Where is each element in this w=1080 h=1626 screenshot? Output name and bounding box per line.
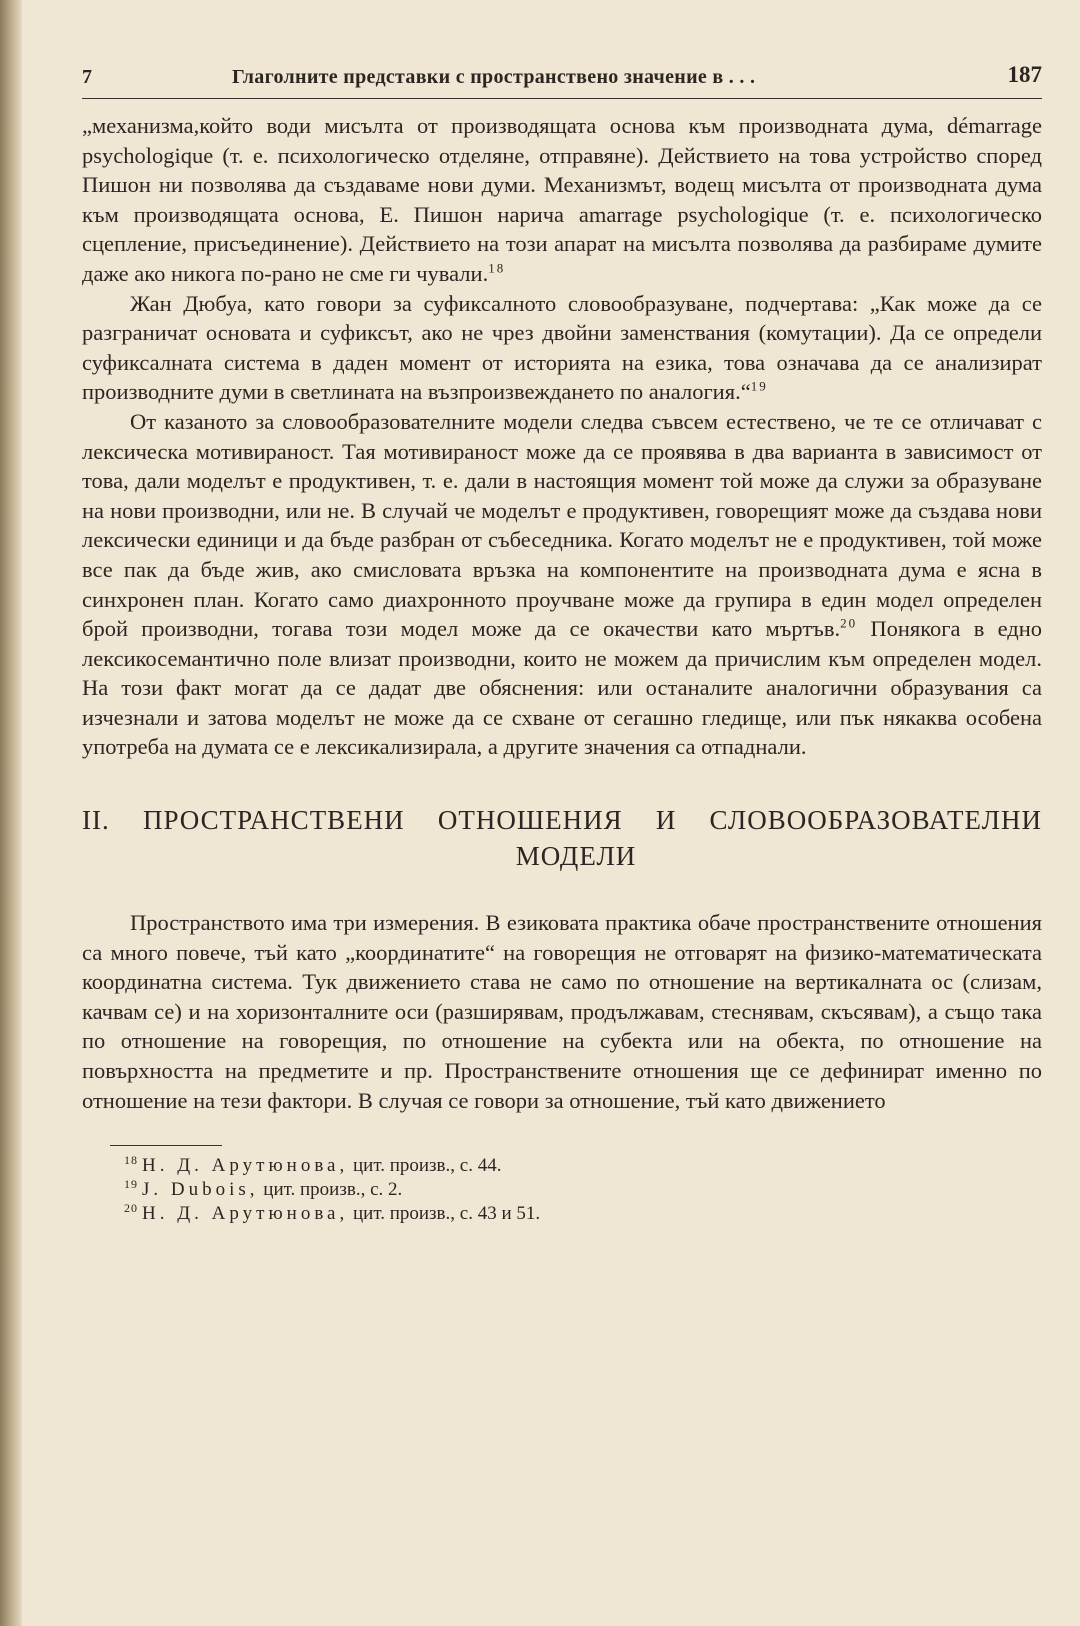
paragraph: От казаното за словообразователните модели следва съвсем естествено, че те се отличават с лексическа мотивираност. Тая мотивираност може да се проявява в два варианта в зависимост от това, дали моделът е продуктивен, т. е. дали в настоящия момент той може да служи за образуване на нови производни, или не. В случай че моделът е продуктивен, говорещият може да създава нови лексически единици и да бъде разбран от събеседника. Когато моделът не е продуктивен, той може все пак да бъде жив, ако смисловата връзка на компонентите на производната дума е ясна в синхронен план. Когато само диахронното проучване може да групира в един модел определен брой производни, тогава този модел може да се окачестви като мъртъв.$^{20}$ Понякога в едно лексикосемантично поле влизат производни, които не можем да причислим към определен модел. На този факт могат да се дадат две обяснения: или останалите аналогични образувания са изчезнали и затова моделът не може да се схване от сегашно гледище, или пък някаква особена употреба на думата се е лексикализирала, а другите значения са отпаднали. — [82, 408, 1042, 760]
footnote-divider — [110, 1145, 222, 1146]
footnote: $^{18}$ Н. Д. Арутюнова, цит. произв., с. 44. — [124, 1152, 502, 1177]
footnote: $^{20}$ Н. Д. Арутюнова, цит. произв., с. 43 и 51. — [124, 1200, 541, 1225]
footnote: $^{19}$ J. Dubois, цит. произв., с. 2. — [124, 1176, 403, 1201]
section-heading-line2: МОДЕЛИ — [515, 841, 637, 872]
running-head — [82, 58, 1042, 99]
footnote-ref: 19 — [750, 378, 768, 394]
footnotes — [124, 1154, 1042, 1226]
paragraph: Жан Дюбуа, като говори за суфиксалното словообразуване, подчертава: „Как може да се разграничат основата и суфиксът, ако не чрез двойни заменствания (комутации). Да се определи суфиксалната система в даден момент от историята на езика, това означава да се анализират производните думи в светлината на възпроизвеждането по аналогия.“$^{19}$ — [82, 290, 1042, 405]
body-text — [82, 111, 1042, 1115]
footnote-ref: 18 — [488, 260, 506, 276]
section-heading-line1: II. ПРОСТРАНСТВЕНИ ОТНОШЕНИЯ И СЛОВООБРАЗОВАТЕЛНИ — [82, 805, 1042, 836]
page-number: 187 — [1007, 62, 1042, 87]
running-title: Глаголните представки с пространствено значение в . . . — [232, 66, 756, 88]
chapter-number: 7 — [82, 66, 92, 88]
book-spine-shadow — [0, 0, 22, 1626]
paragraph: „механизма,който води мисълта от производящата основа към производната дума, démarrage psychologique (т. е. психологическо отделяне, отправяне). Действието на това устройство според Пишон ни позволява да създаваме нови думи. Механизмът, водещ мисълта от производната дума към производящата основа, Е. Пишон нарича amarrage psychologique (т. е. психологическо сцепление, присъединение). Действието на този апарат на мисълта позволява да разбираме думите даже ако никога по-рано не сме ги чували.$^{18}$ — [82, 113, 1042, 286]
footnote-ref: 20 — [840, 615, 858, 631]
page — [82, 58, 1042, 1226]
section-heading — [82, 802, 1042, 874]
paragraph: Пространството има три измерения. В езиковата практика обаче пространствените отношения са много повече, тъй като „координатите“ на говорещия не отговарят на физико-математическата координатна система. Тук движението става не само по отношение на вертикалната ос (слизам, качвам се) и на хоризонталните оси (разширявам, продължавам, стеснявам, скъсявам), а също така по отношение на говорещия, по отношение на субекта или на обекта, по отношение на повърхността на предметите и пр. Пространствените отношения ще се дефинират именно по отношение на тези фактори. В случая се говори за отношение, тъй като движението — [82, 910, 1042, 1113]
